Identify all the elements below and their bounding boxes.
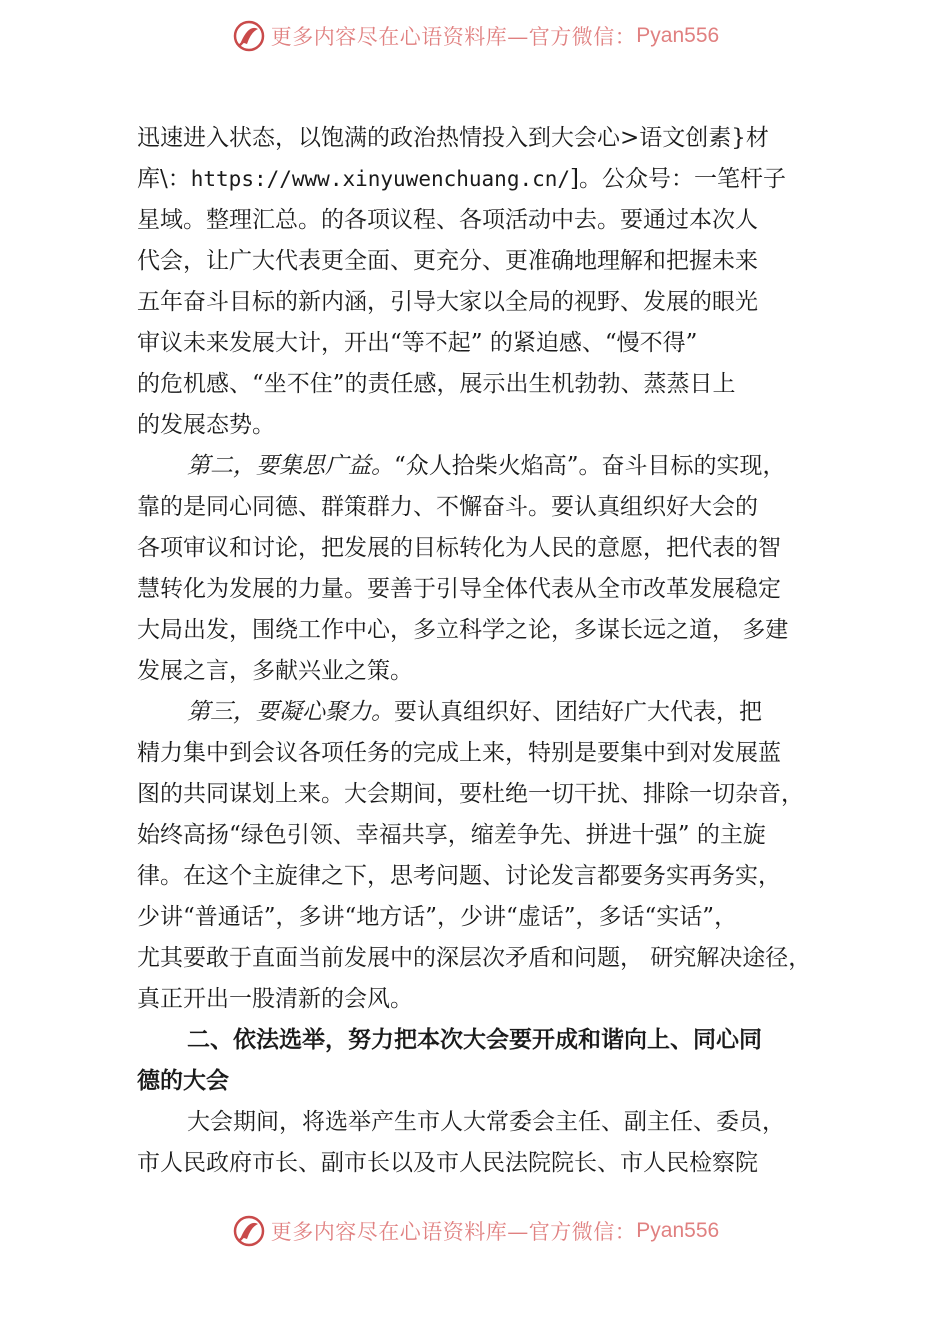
section-heading: 德的大会	[137, 1068, 229, 1094]
section-heading: 二、依法选举，努力把本次大会要开成和谐向上、同心同	[187, 1027, 762, 1053]
text-line: 图的共同谋划上来。大会期间，要杜绝一切干扰、排除一切杂音，	[137, 781, 804, 807]
document-body	[137, 118, 837, 1184]
text-fragment: 要认真组织好、团结好广大代表，把	[394, 699, 762, 725]
banner-text: 更多内容尽在心语资料库—官方微信：	[270, 1220, 637, 1244]
text-line	[137, 692, 837, 733]
text-line: 尤其要敢于直面当前发展中的深层次矛盾和问题， 研究解决途径，	[137, 945, 812, 971]
text-line: 星域。整理汇总。的各项议程、各项活动中去。要通过本次人	[137, 207, 758, 233]
text-line: 市人民政府市长、副市长以及市人民法院院长、市人民检察院	[137, 1150, 758, 1176]
text-fragment: 库\：	[137, 166, 191, 192]
footer-banner	[0, 1209, 950, 1253]
text-line: 各项审议和讨论，把发展的目标转化为人民的意愿，把代表的智	[137, 535, 781, 561]
text-line: 律。在这个主旋律之下，思考问题、讨论发言都要务实再务实，	[137, 863, 781, 889]
url-link[interactable]: https://www.xinyuwenchuang.cn/	[190, 167, 571, 191]
header-banner	[0, 14, 950, 58]
text-fragment: ]。公众号：一笔杆子	[570, 166, 787, 192]
text-line: 始终高扬“绿色引领、幸福共享，缩差争先、拼进十强” 的主旋	[137, 822, 766, 848]
text-line: 发展之言，多献兴业之策。	[137, 658, 413, 684]
text-line: 大会期间，将选举产生市人大常委会主任、副主任、委员，	[187, 1109, 785, 1135]
paragraph-lead: 第二，要集思广益。	[187, 453, 394, 479]
paragraph-lead: 第三，要凝心聚力。	[187, 699, 394, 725]
text-line: 靠的是同心同德、群策群力、不懈奋斗。要认真组织好大会的	[137, 494, 758, 520]
text-line	[137, 159, 837, 200]
text-fragment: “众人拾柴火焰高”。奋斗目标的实现，	[394, 453, 786, 479]
banner-wechat-id: Pyan556	[636, 24, 720, 47]
logo-icon	[231, 1213, 267, 1249]
text-line: 大局出发，围绕工作中心，多立科学之论，多谋长远之道， 多建	[137, 617, 789, 643]
text-line	[137, 446, 837, 487]
text-line: 的危机感、“坐不住”的责任感，展示出生机勃勃、蒸蒸日上	[137, 371, 736, 397]
text-line: 慧转化为发展的力量。要善于引导全体代表从全市改革发展稳定	[137, 576, 781, 602]
text-line: 五年奋斗目标的新内涵，引导大家以全局的视野、发展的眼光	[137, 289, 758, 315]
text-line: 少讲“普通话”，多讲“地方话”，少讲“虚话”，多话“实话”，	[137, 904, 738, 930]
text-line: 审议未来发展大计，开出“等不起” 的紧迫感、“慢不得”	[137, 330, 698, 356]
text-line: 代会，让广大代表更全面、更充分、更准确地理解和把握未来	[137, 248, 758, 274]
logo-icon	[231, 18, 267, 54]
banner-wechat-id: Pyan556	[636, 1219, 720, 1242]
text-line: 迅速进入状态，以饱满的政治热情投入到大会心>语文创素}材	[137, 125, 769, 151]
text-line: 的发展态势。	[137, 412, 275, 438]
text-line: 真正开出一股清新的会风。	[137, 986, 413, 1012]
banner-text: 更多内容尽在心语资料库—官方微信：	[270, 25, 637, 49]
text-line: 精力集中到会议各项任务的完成上来，特别是要集中到对发展蓝	[137, 740, 781, 766]
